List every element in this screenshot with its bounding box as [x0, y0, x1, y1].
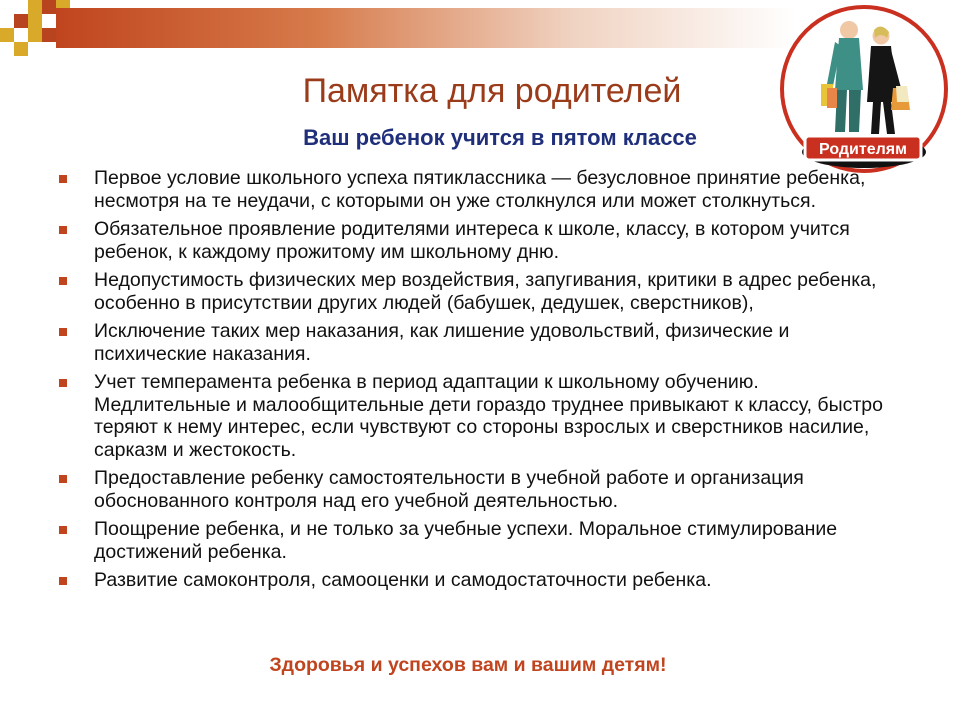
bullet-icon [59, 175, 67, 183]
list-item-text: Предоставление ребенку самостоятельности в учебной работе и организация обоснованного контроля над его учебной деятельностью. [94, 467, 804, 512]
list-item-text: Недопустимость физических мер воздействия, запугивания, критики в адрес ребенка, особенно в присутствии других людей (бабушек, дедушек, сверстников), [94, 269, 877, 314]
bullet-icon [59, 577, 67, 585]
decor-square [0, 28, 14, 42]
header-gradient-bar [56, 8, 796, 48]
bullet-icon [59, 277, 67, 285]
list-item [56, 371, 896, 461]
list-item-text: Исключение таких мер наказания, как лишение удовольствий, физические и психические наказания. [94, 320, 790, 365]
advice-list [56, 167, 896, 598]
bullet-icon [59, 226, 67, 234]
list-item-text: Первое условие школьного успеха пятиклассника — безусловное принятие ребенка, несмотря на те неудачи, с которыми он уже столкнулся или может столкнуться. [94, 167, 866, 212]
list-item [56, 167, 896, 212]
decor-square [14, 14, 28, 28]
bullet-icon [59, 526, 67, 534]
list-item-text: Обязательное проявление родителями интереса к школе, классу, в котором учится ребенок, к каждому прожитому им школьному дню. [94, 218, 850, 263]
list-item [56, 320, 896, 365]
page-subtitle: Ваш ребенок учится в пятом классе [303, 125, 697, 150]
closing-wish: Здоровья и успехов вам и вашим детям! [269, 654, 667, 676]
decor-square [42, 28, 56, 42]
decor-square [28, 14, 42, 28]
list-item-text: Поощрение ребенка, и не только за учебные успехи. Моральное стимулирование достижений ребенка. [94, 518, 838, 563]
list-item-text: Развитие самоконтроля, самооценки и самодостаточности ребенка. [94, 569, 712, 591]
bullet-icon [59, 475, 67, 483]
list-item [56, 467, 896, 512]
decor-square [28, 0, 42, 14]
list-item [56, 269, 896, 314]
bullet-icon [59, 379, 67, 387]
list-item-text: Учет темперамента ребенка в период адаптации к школьному обучению. Медлительные и малообщительные дети гораздо труднее привыкают к классу, быстро теряют к нему интерес, если чувствуют со стороны взрослых и сверстников насилие, сарказм и жестокость. [94, 371, 883, 461]
list-item [56, 518, 896, 563]
decor-square [14, 42, 28, 56]
bullet-icon [59, 328, 67, 336]
list-item [56, 569, 896, 592]
list-item [56, 218, 896, 263]
decor-square [28, 28, 42, 42]
page-title: Памятка для родителей [302, 72, 682, 110]
decor-square [42, 0, 56, 14]
badge-label: Родителям [819, 141, 907, 158]
